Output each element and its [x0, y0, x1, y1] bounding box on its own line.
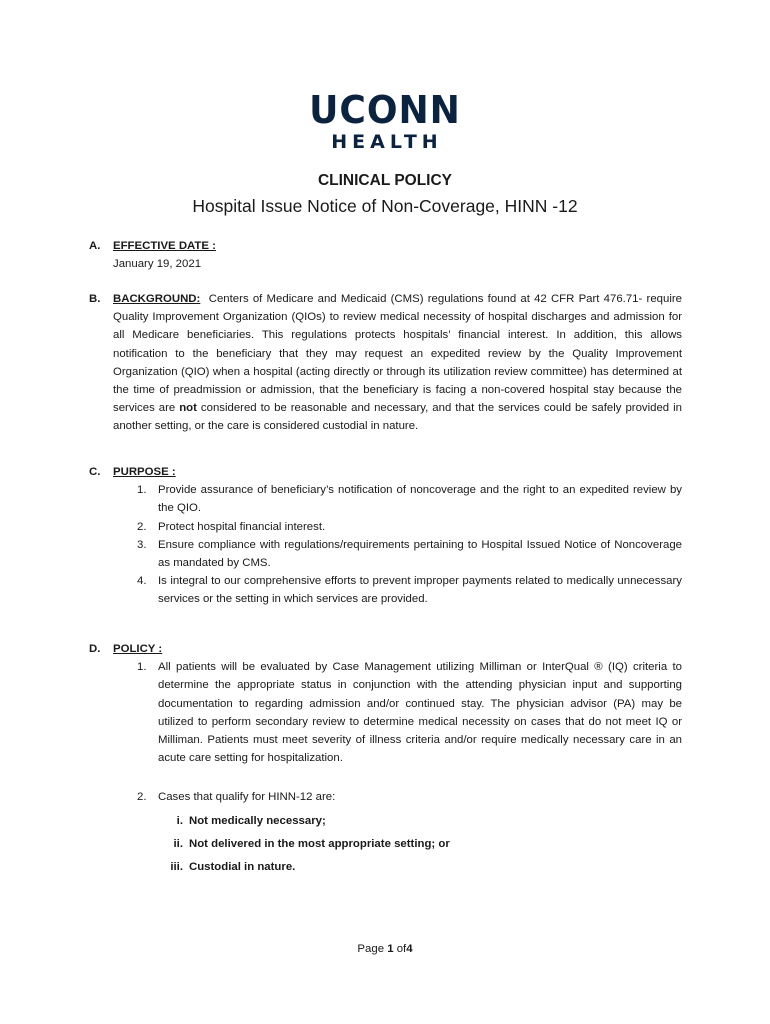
section-purpose: [89, 463, 682, 609]
list-item: 3. Ensure compliance with regulations/requirements pertaining to Hospital Issued Notice of Noncoverage as mandated by CMS.: [137, 538, 682, 570]
section-background: [89, 290, 682, 436]
document-title: CLINICAL POLICY: [317, 172, 453, 189]
page-footer: [0, 943, 770, 955]
section-heading: EFFECTIVE DATE :: [113, 240, 216, 252]
section-heading: POLICY :: [113, 643, 163, 655]
background-text-part-2: considered to be reasonable and necessary, and that the services could be safely provided in another setting, or the care is considered custodial in nature.: [113, 402, 682, 433]
list-item: ii. Not delivered in the most appropriate setting; or: [173, 837, 450, 850]
list-item: 2. Protect hospital financial interest.: [137, 520, 326, 533]
section-heading: PURPOSE :: [113, 466, 176, 478]
section-effective-date: [89, 237, 682, 273]
list-item: 2. Cases that qualify for HINN-12 are:: [137, 791, 336, 804]
background-paragraph: [113, 290, 682, 436]
policy-list: [113, 658, 682, 806]
page-of: of: [396, 943, 407, 955]
list-item: i. Not medically necessary;: [176, 814, 326, 827]
document-subtitle: Hospital Issue Notice of Non-Coverage, HINN -12: [192, 196, 578, 216]
uconn-health-logo: [0, 90, 770, 154]
section-policy: [89, 640, 682, 879]
list-item: 1. Provide assurance of beneficiary’s notification of noncoverage and the right to an expedited review by the QIO.: [137, 484, 682, 515]
section-letter: A.: [89, 240, 101, 252]
logo-subtext: HEALTH: [331, 131, 443, 153]
section-letter: B.: [89, 293, 101, 305]
section-heading: BACKGROUND:: [113, 293, 201, 305]
page-label: Page: [357, 943, 385, 955]
logo-wordmark: UCONN: [309, 88, 461, 132]
list-item: 4. Is integral to our comprehensive efforts to prevent improper payments related to medically unnecessary services or the setting in which services are provided.: [137, 575, 682, 606]
effective-date-value: January 19, 2021: [113, 258, 202, 271]
section-letter: C.: [89, 466, 101, 478]
purpose-list: [113, 481, 682, 608]
hinn-criteria-list: [167, 810, 682, 879]
section-letter: D.: [89, 643, 101, 655]
list-item: iii. Custodial in nature.: [170, 860, 296, 873]
background-text-part-1: Centers of Medicare and Medicaid (CMS) regulations found at 42 CFR Part 476.71- require Quality Improvement Organization (QIOs) to review medical necessity of hospital discharges and admission for all Medicare beneficiaries. This regulations protects hospitals’ financial interest. In addition, this allows notification to the beneficiary that they may request an expedited review by the Quality Improvement Organization (QIO) when a hospital (acting directly or through its utilization review committee) has determined at the time of preadmission or admission, that the beneficiary is facing a non-covered hospital stay because the services are: [113, 293, 682, 415]
page-current: 1: [387, 943, 394, 955]
background-bold-word: not: [179, 402, 197, 415]
page-total: 4: [406, 943, 413, 955]
list-item: 1. All patients will be evaluated by Case Management utilizing Milliman or InterQual ® (IQ) criteria to determine the appropriate status in conjunction with the attending physician input and supporting documentation to regarding admission and/or continued stay. The physician advisor (PA) may be utilized to perform secondary review to determine medical necessity on cases that do not meet IQ or Milliman. Patients must meet severity of illness criteria and/or require medically necessary care in an acute care setting for hospitalization.: [137, 661, 682, 765]
